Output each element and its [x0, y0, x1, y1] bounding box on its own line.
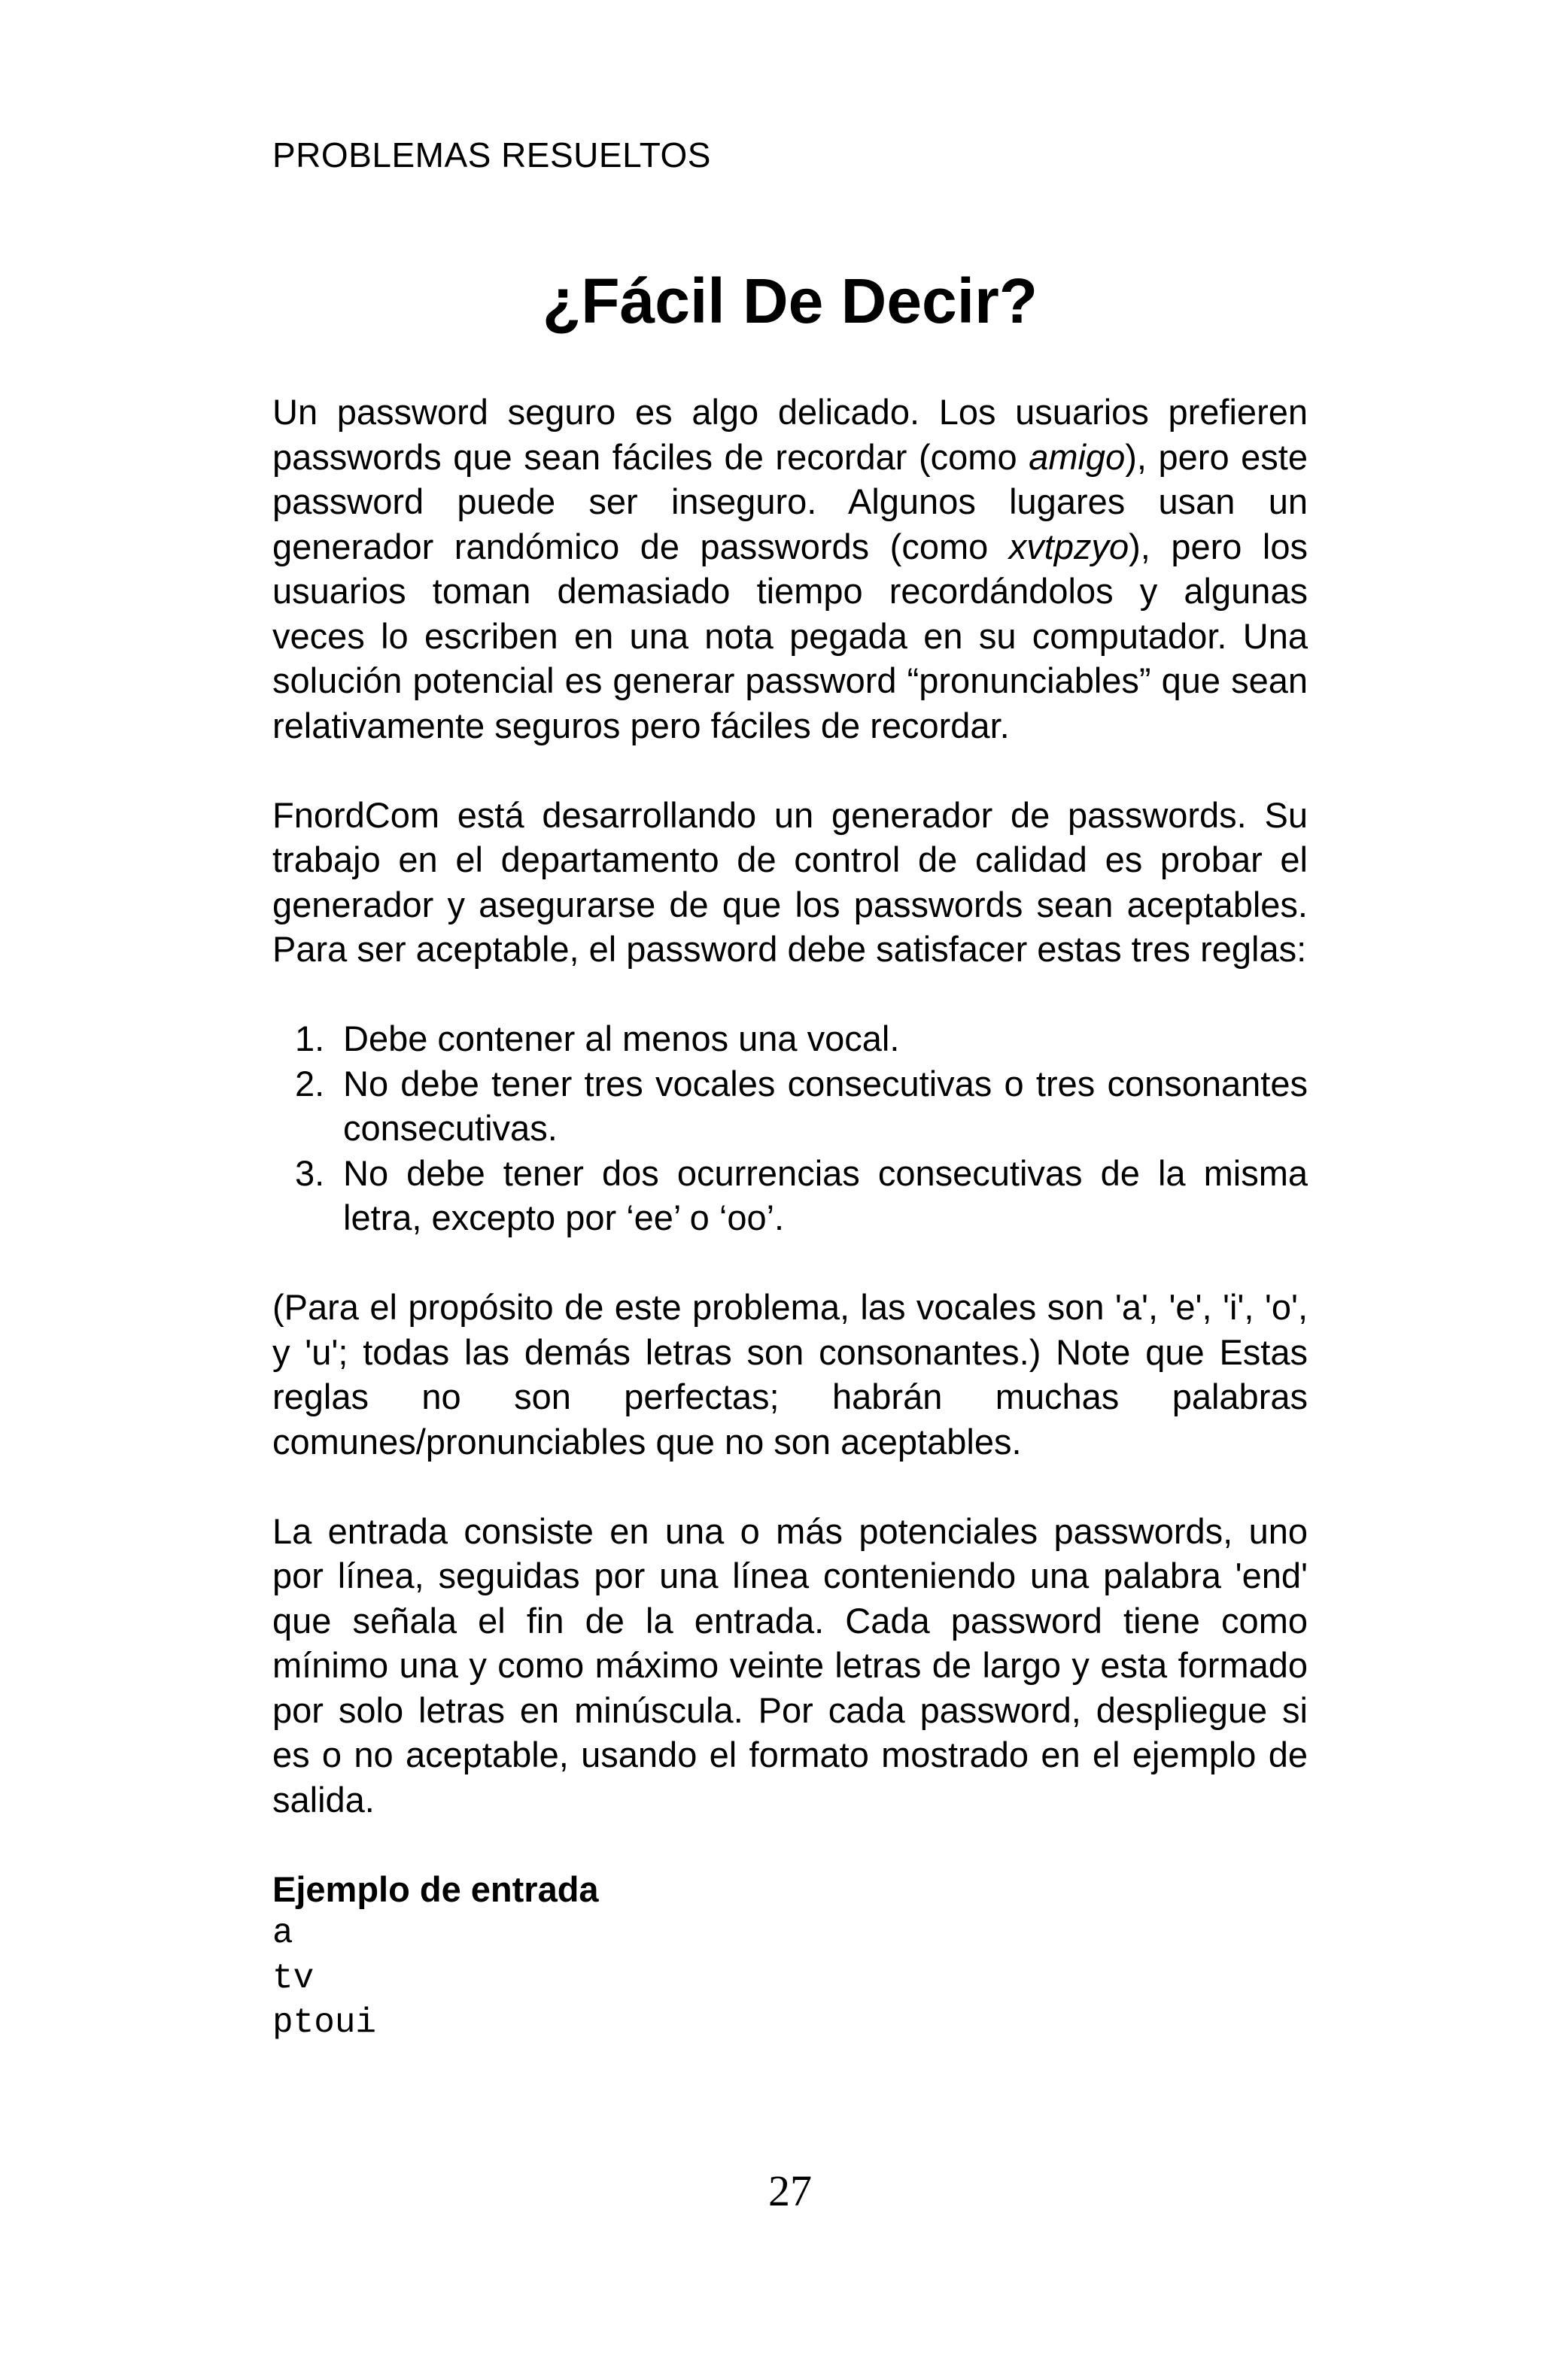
- paragraph-intro-part-c: ), pero los usuarios toman demasiado tiempo recordándolos y algunas veces lo escriben en una nota pegada en su computador. Una solución potencial es generar password “pronunciables” que sean relativamente seguros pero fáciles de recordar.: [272, 526, 1308, 745]
- sample-input-heading: Ejemplo de entrada: [272, 1868, 599, 1909]
- rule-number: 1.: [295, 1018, 325, 1058]
- paragraph-vowels-note: (Para el propósito de este problema, las vocales son 'a', 'e', 'i', 'o', y 'u'; todas las demás letras son consonantes.) Note que Estas reglas no son perfectas; habrán muchas palabras comunes/pronunciables que no son aceptables.: [272, 1287, 1308, 1462]
- problem-body: [272, 390, 1308, 2046]
- rule-item: [272, 1016, 1308, 1061]
- page-number: 27: [768, 2166, 812, 2215]
- paragraph-intro-part-b: ), pero este password puede ser inseguro. Algunos lugares usan un generador randómico de passwords (como: [272, 436, 1308, 566]
- rule-item: [272, 1151, 1308, 1240]
- sample-input-line: a: [272, 1914, 293, 1953]
- paragraph-intro-part-a: Un password seguro es algo delicado. Los usuarios prefieren passwords que sean fáciles de recordar (como: [272, 392, 1308, 477]
- running-header: PROBLEMAS RESUELTOS: [272, 135, 711, 175]
- rules-list: [272, 1016, 1308, 1240]
- document-page: [272, 0, 1308, 2380]
- example-password-xvtpzyo: xvtpzyo: [1008, 526, 1129, 566]
- problem-title: ¿Fácil De Decir?: [542, 266, 1038, 336]
- rule-number: 3.: [295, 1152, 325, 1193]
- rule-text: No debe tener tres vocales consecutivas o tres consonantes consecutivas.: [343, 1063, 1308, 1148]
- paragraph-input-spec: La entrada consiste en una o más potenciales passwords, uno por línea, seguidas por una línea conteniendo una palabra 'end' que señala el fin de la entrada. Cada password tiene como mínimo una y como máximo veinte letras de largo y esta formado por solo letras en minúscula. Por cada password, despliegue si es o no aceptable, usando el formato mostrado en el ejemplo de salida.: [272, 1510, 1308, 1820]
- paragraph-spacer: [272, 1822, 1308, 1867]
- paragraph-intro: [272, 390, 1308, 748]
- example-password-amigo: amigo: [1029, 436, 1126, 477]
- rule-item: [272, 1061, 1308, 1151]
- rule-text: No debe tener dos ocurrencias consecutivas de la misma letra, excepto por ‘ee’ o ‘oo’.: [343, 1152, 1308, 1237]
- paragraph-spacer: [272, 1464, 1308, 1509]
- rule-text: Debe contener al menos una vocal.: [343, 1018, 900, 1058]
- paragraph-spacer: [272, 972, 1308, 1017]
- paragraph-spacer: [272, 748, 1308, 793]
- rule-number: 2.: [295, 1063, 325, 1103]
- sample-input-line: ptoui: [272, 2003, 377, 2042]
- paragraph-task: FnordCom está desarrollando un generador de passwords. Su trabajo en el departamento de control de calidad es probar el generador y asegurarse de que los passwords sean aceptables. Para ser aceptable, el password debe satisfacer estas tres reglas:: [272, 794, 1308, 969]
- sample-input-line: tv: [272, 1958, 315, 1998]
- paragraph-spacer: [272, 1240, 1308, 1286]
